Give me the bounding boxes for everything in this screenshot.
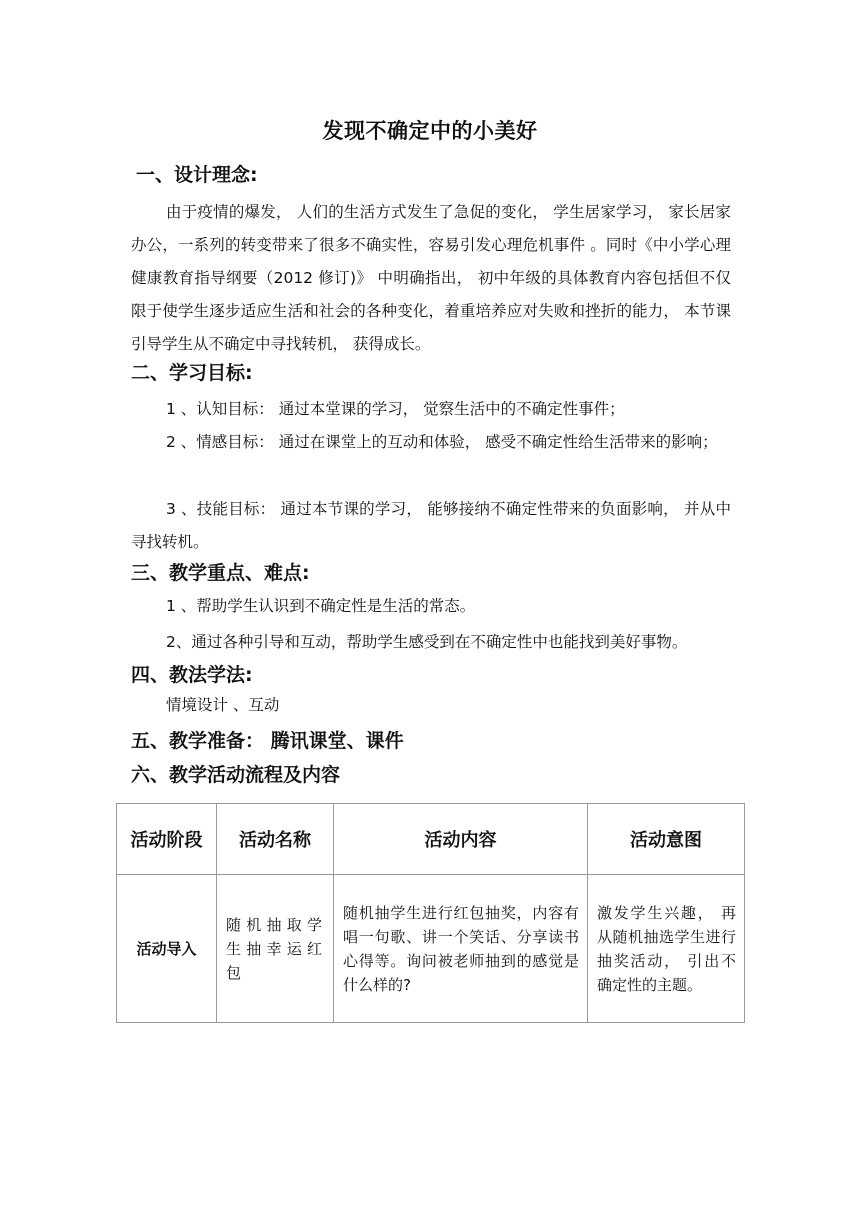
- table-header-intent: 活动意图: [588, 804, 745, 875]
- activity-intent-cell: [588, 875, 745, 1023]
- section-heading-key-points: 三、教学重点、难点:: [131, 562, 310, 584]
- table-header-stage: 活动阶段: [117, 804, 217, 875]
- key-point-2: 2、通过各种引导和互动，帮助学生感受到在不确定性中也能找到美好事物。: [166, 633, 688, 651]
- table-header-row: [117, 804, 745, 875]
- section-heading-preparation: 五、教学准备： 腾讯课堂、课件: [131, 730, 404, 752]
- design-concept-paragraph: 由于疫情的爆发， 人们的生活方式发生了急促的变化， 学生居家学习， 家长居家办公，一系列的转变带来了很多不确实性，容易引发心理危机事件 。同时《中小学心理健康教育指导纲要（2012 修订)》 中明确指出， 初中年级的具体教育内容包括但不仅限于使学生逐步适应生活和社会的各种变化，着重培养应对失败和挫折的能力， 本节课引导学生从不确定中寻找转机， 获得成长。: [131, 203, 731, 353]
- key-point-1: 1 、帮助学生认识到不确定性是生活的常态。: [166, 597, 476, 615]
- activity-content-text: 随机抽学生进行红包抽奖，内容有唱一句歌、讲一个笑话、分享读书心得等。询问被老师抽到的感觉是什么样的?: [343, 903, 579, 994]
- section-heading-learning-goals: 二、学习目标:: [131, 362, 253, 384]
- activity-content-cell: [334, 875, 588, 1023]
- document-title: 发现不确定中的小美好: [322, 119, 538, 143]
- section-heading-methods: 四、教法学法:: [131, 664, 253, 686]
- methods-content: 情境设计 、互动: [166, 696, 280, 714]
- learning-goal-3: 3 、技能目标： 通过本节课的学习， 能够接纳不确定性带来的负面影响， 并从中寻找转机。: [131, 500, 731, 551]
- table-row: [117, 875, 745, 1023]
- section-heading-activity-flow: 六、教学活动流程及内容: [131, 764, 341, 786]
- table-header-content: 活动内容: [334, 804, 588, 875]
- activity-name-cell: [217, 875, 334, 1023]
- learning-goal-2: 2 、情感目标： 通过在课堂上的互动和体验， 感受不确定性给生活带来的影响；: [166, 433, 718, 451]
- learning-goal-1: 1 、认知目标： 通过本堂课的学习， 觉察生活中的不确定性事件；: [166, 400, 625, 418]
- table-header-name: 活动名称: [217, 804, 334, 875]
- section-heading-design-concept: 一、设计理念:: [136, 164, 258, 186]
- activity-name-text: 随机抽取学生抽幸运红包: [226, 915, 325, 982]
- activity-stage-cell: 活动导入: [117, 875, 217, 1023]
- activity-intent-text: 激发学生兴趣， 再从随机抽选学生进行抽奖活动， 引出不确定性的主题。: [597, 903, 736, 994]
- activity-table: [116, 803, 745, 1023]
